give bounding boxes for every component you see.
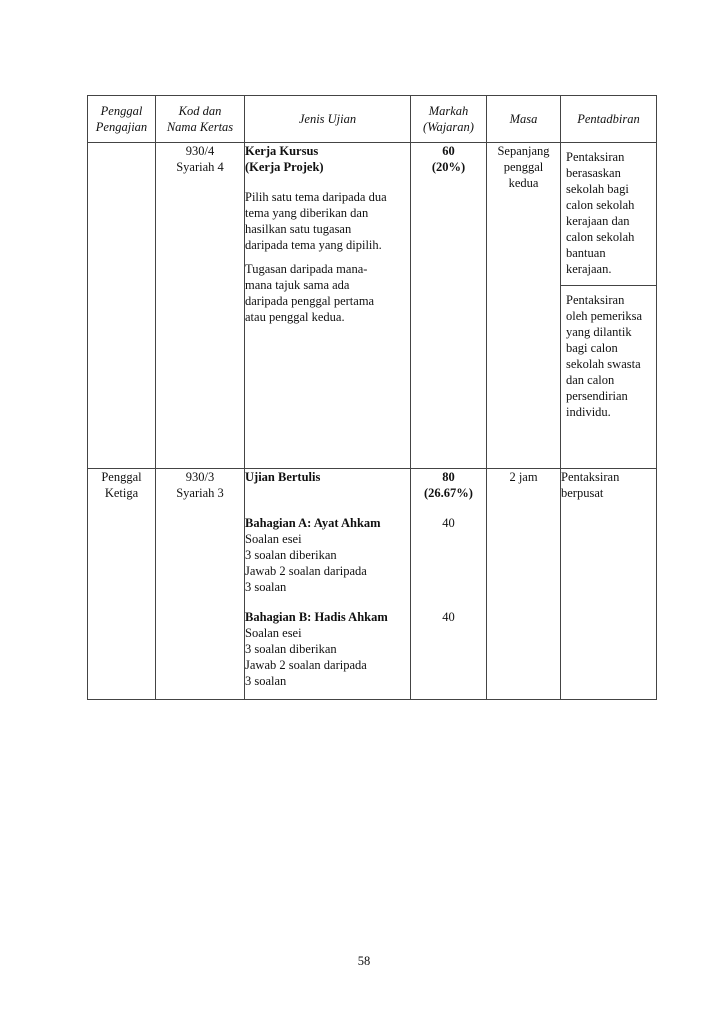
row2-kod: 930/3 Syariah 3 (156, 469, 245, 700)
header-masa: Masa (487, 96, 561, 143)
pentadbiran-sekolah: Pentaksiran berasaskan sekolah bagi calon sekolah kerajaan dan calon sekolah bantuan kerajaan. (561, 143, 656, 286)
row1-pentadbiran (561, 143, 657, 469)
header-jenis: Jenis Ujian (245, 96, 411, 143)
assessment-table (87, 95, 657, 700)
page-number: 58 (357, 954, 371, 968)
row2-pentadbiran: Pentaksiran berpusat (561, 469, 657, 700)
table-row (88, 469, 657, 700)
row1-penggal (88, 143, 156, 469)
row2-jenis: Ujian Bertulis Bahagian A: Ayat Ahkam Soalan esei 3 soalan diberikan Jawab 2 soalan daripada 3 soalan Bahagian B: Hadis Ahkam Soalan esei 3 soalan diberikan Jawab 2 soalan daripada 3 soalan (245, 469, 411, 700)
header-row (88, 96, 657, 143)
row2-masa: 2 jam (487, 469, 561, 700)
header-markah: Markah (Wajaran) (411, 96, 487, 143)
header-penggal: Penggal Pengajian (88, 96, 156, 143)
row1-jenis: Kerja Kursus (Kerja Projek) Pilih satu tema daripada dua tema yang diberikan dan hasilkan satu tugasan daripada tema yang dipilih. Tugasan daripada mana- mana tajuk sama ada daripada penggal pertama atau penggal kedua. (245, 143, 411, 469)
header-pentadbiran: Pentadbiran (561, 96, 657, 143)
row1-markah: 60 (20%) (411, 143, 487, 469)
pentadbiran-pemeriksa: Pentaksiran oleh pemeriksa yang dilantik bagi calon sekolah swasta dan calon persendirian individu. (566, 293, 643, 419)
row1-masa: Sepanjang penggal kedua (487, 143, 561, 469)
row2-penggal: Penggal Ketiga (88, 469, 156, 700)
row1-kod: 930/4 Syariah 4 (156, 143, 245, 469)
row2-markah: 80 (26.67%) 40 40 (411, 469, 487, 700)
table-row (88, 143, 657, 469)
header-kod: Kod dan Nama Kertas (156, 96, 245, 143)
